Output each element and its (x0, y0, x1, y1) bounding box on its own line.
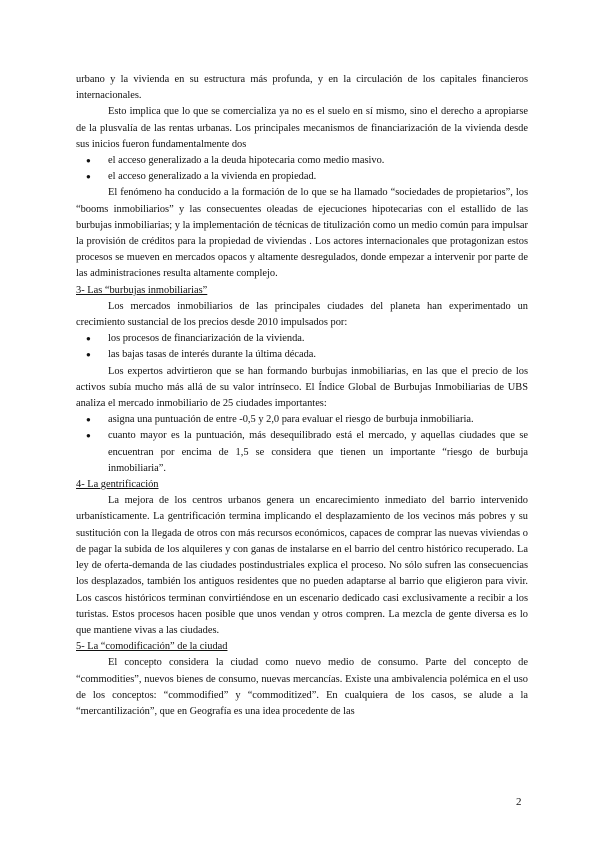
section5-paragraph: El concepto considera la ciudad como nuevo medio de consumo. Parte del concepto de “commodities”, nuevos bienes de consumo, nuevas mercancías. Existe una ambivalencia polémica en el uso de los conceptos: “commodified” y “commoditized”. En cualquiera de los casos, se alude a la “mercantilización”, que en Geografía es una idea procedente de las (76, 657, 528, 717)
list-item (76, 331, 528, 347)
list-item-text: los procesos de financiarización de la vivienda. (108, 333, 305, 345)
section-heading-5: 5- La “comodificación” de la ciudad (76, 641, 228, 653)
list-item-text: cuanto mayor es la puntuación, más desequilibrado está el mercado, y aquellas ciudades que se encuentran por encima de 1,5 se considera que tienen un importante “riesgo de burbuja inmobiliaria”. (108, 430, 528, 474)
bullet-icon: ● (86, 431, 91, 441)
list-item-text: las bajas tasas de interés durante la última década. (108, 349, 317, 361)
intro-paragraph-2: Esto implica que lo que se comercializa ya no es el suelo en sí mismo, sino el derecho a apropiarse de la plusvalía de las rentas urbanas. Los principales mecanismos de financiarización de la vivienda desde sus inicios fueron fundamentalmente dos (76, 106, 528, 150)
section4-paragraph: La mejora de los centros urbanos genera un encarecimiento inmediato del barrio intervenido urbanísticamente. La gentrificación termina implicando el desplazamiento de los vecinos más pobres y su sustitución con la llegada de otros con más recursos económicos, capaces de comprar las nuevas viviendas o de pagar la subida de los alquileres y con ganas de instalarse en el barrio del centro histórico recuperado. La ley de oferta-demanda de las ciudades postindustriales explica el proceso. No sólo sufren las consecuencias los desplazados, también los antiguos residentes que no pueden adaptarse al barrio que eligieron para vivir. Los cascos históricos terminan convirtiéndose en un escenario dedicado casi exclusivamente a recibir a los turistas. Estos procesos hacen posible que unos vendan y otros compren. La mezcla de gente diversa es lo que mantiene vivas a las ciudades. (76, 495, 528, 636)
list-item-text: el acceso generalizado a la deuda hipotecaria como medio masivo. (108, 155, 385, 167)
list-item (76, 347, 528, 363)
section3-bullet-list-1 (76, 331, 528, 363)
section3-bullet-list-2 (76, 412, 528, 477)
section3-paragraph-1: Los mercados inmobiliarios de las principales ciudades del planeta han experimentado un crecimiento sustancial de los precios desde 2010 impulsados por: (76, 300, 528, 329)
list-item-text: el acceso generalizado a la vivienda en propiedad. (108, 171, 317, 183)
intro-closing-paragraph: El fenómeno ha conducido a la formación de lo que se ha llamado “sociedades de propietarios”, los “booms inmobiliarios” y las consecuentes oleadas de ejecuciones hipotecarias con el estallido de las burbujas inmobiliarias; y la implementación de técnicas de titulización como un medio común para impulsar la provisión de créditos para la propiedad de viviendas . Los actores internacionales que protagonizan estos procesos se mueven en mercados opacos y altamente desregulados, donde empezar a intervenir por parte de las administraciones resulta altamente complejo. (76, 187, 528, 280)
intro-paragraph-1: urbano y la vivienda en su estructura más profunda, y en la circulación de los capitales financieros internacionales. (76, 74, 528, 102)
list-item (76, 169, 528, 185)
list-item (76, 153, 528, 169)
document-page (76, 72, 528, 720)
section3-paragraph-2: Los expertos advirtieron que se han formando burbujas inmobiliarias, en las que el precio de los activos subía mucho más allá de su valor intrínseco. El Índice Global de Burbujas Inmobiliarias de UBS analiza el mercado inmobiliario de 25 ciudades importantes: (76, 365, 528, 410)
list-item (76, 428, 528, 477)
bullet-icon: ● (86, 156, 91, 166)
section-heading-4: 4- La gentrificación (76, 479, 159, 491)
intro-bullet-list (76, 153, 528, 185)
bullet-icon: ● (86, 350, 91, 360)
bullet-icon: ● (86, 415, 91, 425)
bullet-icon: ● (86, 334, 91, 344)
list-item (76, 412, 528, 428)
section-heading-3: 3- Las “burbujas inmobiliarias” (76, 284, 208, 296)
bullet-icon: ● (86, 172, 91, 182)
page-number: 2 (516, 796, 522, 808)
list-item-text: asigna una puntuación de entre -0,5 y 2,0 para evaluar el riesgo de burbuja inmobiliaria. (108, 414, 474, 426)
